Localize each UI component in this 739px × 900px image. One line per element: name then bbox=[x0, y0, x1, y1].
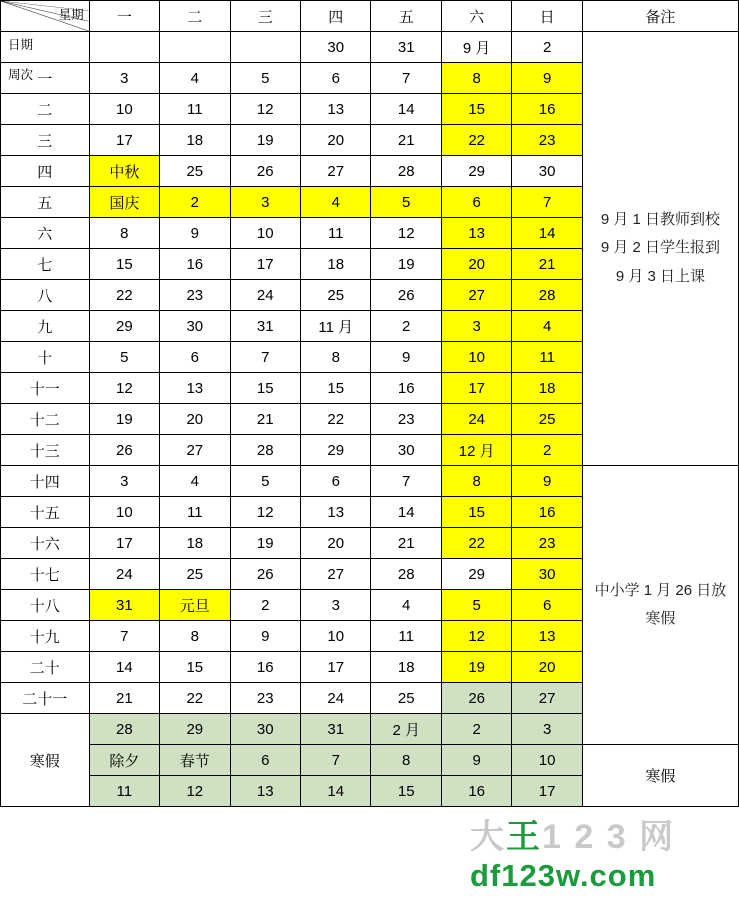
week-number-cell: 九 bbox=[1, 311, 90, 342]
remarks-line: 中小学 1 月 26 日放 bbox=[594, 581, 727, 599]
date-cell: 24 bbox=[441, 404, 511, 435]
date-cell: 2 bbox=[512, 435, 582, 466]
date-cell: 10 bbox=[89, 94, 159, 125]
date-cell: 18 bbox=[301, 249, 371, 280]
header-day-mon: 一 bbox=[89, 1, 159, 32]
date-cell: 19 bbox=[89, 404, 159, 435]
date-cell: 27 bbox=[301, 156, 371, 187]
date-cell: 30 bbox=[160, 311, 230, 342]
date-cell: 14 bbox=[371, 497, 441, 528]
watermark-top-suffix: 1 2 3 网 bbox=[542, 818, 676, 856]
date-cell: 2 月 bbox=[371, 714, 441, 745]
date-cell: 21 bbox=[230, 404, 300, 435]
date-cell: 31 bbox=[89, 590, 159, 621]
date-cell: 9 bbox=[441, 745, 511, 776]
header-day-tue: 二 bbox=[160, 1, 230, 32]
date-cell: 18 bbox=[512, 373, 582, 404]
date-cell: 23 bbox=[230, 683, 300, 714]
date-cell: 4 bbox=[160, 466, 230, 497]
watermark-bottom-line: df123w.com bbox=[470, 858, 657, 893]
remarks-cell bbox=[582, 745, 738, 807]
week-number-cell: 十八 bbox=[1, 590, 90, 621]
date-cell: 25 bbox=[160, 559, 230, 590]
date-cell: 12 bbox=[160, 776, 230, 807]
week-number-cell: 十九 bbox=[1, 621, 90, 652]
date-cell: 6 bbox=[301, 466, 371, 497]
date-cell: 27 bbox=[160, 435, 230, 466]
remarks-line: 9 月 3 日上课 bbox=[615, 267, 706, 285]
date-cell: 2 bbox=[371, 311, 441, 342]
date-cell: 8 bbox=[160, 621, 230, 652]
week-number-cell: 十四 bbox=[1, 466, 90, 497]
date-cell: 25 bbox=[301, 280, 371, 311]
date-cell: 12 bbox=[371, 218, 441, 249]
week-number-cell: 十五 bbox=[1, 497, 90, 528]
header-day-sat: 六 bbox=[441, 1, 511, 32]
date-cell: 5 bbox=[371, 187, 441, 218]
date-cell: 20 bbox=[441, 249, 511, 280]
date-cell: 20 bbox=[512, 652, 582, 683]
date-cell: 11 bbox=[301, 218, 371, 249]
date-cell: 15 bbox=[441, 94, 511, 125]
date-cell: 8 bbox=[301, 342, 371, 373]
date-cell: 23 bbox=[512, 528, 582, 559]
date-cell: 29 bbox=[441, 559, 511, 590]
date-cell: 22 bbox=[89, 280, 159, 311]
date-cell: 20 bbox=[301, 528, 371, 559]
table-row bbox=[1, 745, 739, 776]
week-number-cell: 十二 bbox=[1, 404, 90, 435]
date-cell: 21 bbox=[371, 125, 441, 156]
date-cell: 30 bbox=[371, 435, 441, 466]
date-cell bbox=[89, 32, 159, 63]
date-cell: 国庆 bbox=[89, 187, 159, 218]
date-cell: 15 bbox=[89, 249, 159, 280]
watermark-top-line bbox=[470, 820, 675, 854]
date-cell: 7 bbox=[89, 621, 159, 652]
date-cell: 15 bbox=[230, 373, 300, 404]
date-cell: 12 bbox=[230, 94, 300, 125]
date-cell: 27 bbox=[441, 280, 511, 311]
date-cell: 8 bbox=[441, 466, 511, 497]
watermark bbox=[470, 820, 675, 891]
date-cell: 13 bbox=[160, 373, 230, 404]
date-cell: 8 bbox=[89, 218, 159, 249]
header-row bbox=[1, 1, 739, 32]
header-day-sun: 日 bbox=[512, 1, 582, 32]
date-cell: 14 bbox=[301, 776, 371, 807]
date-cell: 23 bbox=[160, 280, 230, 311]
date-cell: 24 bbox=[301, 683, 371, 714]
date-cell: 20 bbox=[301, 125, 371, 156]
date-cell: 25 bbox=[160, 156, 230, 187]
date-cell: 19 bbox=[230, 125, 300, 156]
date-cell: 5 bbox=[441, 590, 511, 621]
week-number-cell: 六 bbox=[1, 218, 90, 249]
date-cell: 26 bbox=[89, 435, 159, 466]
date-cell: 14 bbox=[89, 652, 159, 683]
date-cell: 22 bbox=[441, 125, 511, 156]
date-cell: 7 bbox=[512, 187, 582, 218]
date-cell: 元旦 bbox=[160, 590, 230, 621]
date-cell: 30 bbox=[230, 714, 300, 745]
date-cell: 5 bbox=[230, 466, 300, 497]
corner-label-weekday: 星期 bbox=[58, 8, 84, 22]
date-cell: 25 bbox=[371, 683, 441, 714]
date-cell: 19 bbox=[371, 249, 441, 280]
date-cell: 21 bbox=[512, 249, 582, 280]
watermark-top-green: 王 bbox=[506, 818, 542, 856]
date-cell: 28 bbox=[512, 280, 582, 311]
date-cell: 20 bbox=[160, 404, 230, 435]
date-cell: 29 bbox=[441, 156, 511, 187]
date-cell: 28 bbox=[371, 156, 441, 187]
date-cell: 29 bbox=[160, 714, 230, 745]
date-cell bbox=[230, 32, 300, 63]
date-cell: 17 bbox=[441, 373, 511, 404]
date-cell: 31 bbox=[230, 311, 300, 342]
remarks-line: 寒假 bbox=[645, 610, 676, 627]
date-cell: 3 bbox=[512, 714, 582, 745]
date-cell: 21 bbox=[371, 528, 441, 559]
date-cell: 11 bbox=[89, 776, 159, 807]
date-cell: 27 bbox=[512, 683, 582, 714]
date-cell: 26 bbox=[371, 280, 441, 311]
week-number-cell: 二十一 bbox=[1, 683, 90, 714]
date-cell: 24 bbox=[230, 280, 300, 311]
date-cell: 10 bbox=[512, 745, 582, 776]
header-day-thu: 四 bbox=[301, 1, 371, 32]
date-cell: 26 bbox=[230, 559, 300, 590]
date-cell: 4 bbox=[301, 187, 371, 218]
date-cell: 19 bbox=[230, 528, 300, 559]
corner-header-cell bbox=[1, 1, 90, 82]
date-cell: 11 bbox=[371, 621, 441, 652]
date-cell: 22 bbox=[160, 683, 230, 714]
date-cell: 13 bbox=[512, 621, 582, 652]
date-cell: 14 bbox=[512, 218, 582, 249]
date-cell: 10 bbox=[301, 621, 371, 652]
date-cell: 23 bbox=[512, 125, 582, 156]
week-number-cell: 十 bbox=[1, 342, 90, 373]
date-cell: 2 bbox=[512, 32, 582, 63]
date-cell: 7 bbox=[371, 466, 441, 497]
date-cell: 5 bbox=[230, 63, 300, 94]
date-cell: 7 bbox=[301, 745, 371, 776]
date-cell: 15 bbox=[160, 652, 230, 683]
week-number-cell: 十三 bbox=[1, 435, 90, 466]
date-cell: 5 bbox=[89, 342, 159, 373]
remarks-line: 9 月 2 日学生报到 bbox=[600, 239, 721, 257]
date-cell: 26 bbox=[230, 156, 300, 187]
date-cell: 11 月 bbox=[301, 311, 371, 342]
date-cell: 30 bbox=[512, 156, 582, 187]
date-cell: 10 bbox=[89, 497, 159, 528]
date-cell: 12 bbox=[89, 373, 159, 404]
date-cell: 12 bbox=[441, 621, 511, 652]
date-cell: 3 bbox=[230, 187, 300, 218]
date-cell: 25 bbox=[512, 404, 582, 435]
date-cell: 8 bbox=[371, 745, 441, 776]
date-cell: 2 bbox=[441, 714, 511, 745]
date-cell: 9 月 bbox=[441, 32, 511, 63]
date-cell: 26 bbox=[441, 683, 511, 714]
date-cell: 6 bbox=[301, 63, 371, 94]
date-cell: 7 bbox=[230, 342, 300, 373]
date-cell: 除夕 bbox=[89, 745, 159, 776]
date-cell: 6 bbox=[230, 745, 300, 776]
date-cell: 13 bbox=[230, 776, 300, 807]
date-cell: 31 bbox=[371, 32, 441, 63]
watermark-top-prefix: 大 bbox=[470, 818, 506, 856]
date-cell: 19 bbox=[441, 652, 511, 683]
remarks-cell bbox=[582, 32, 738, 466]
date-cell: 9 bbox=[512, 466, 582, 497]
date-cell: 17 bbox=[512, 776, 582, 807]
date-cell: 6 bbox=[441, 187, 511, 218]
table-row bbox=[1, 466, 739, 497]
date-cell: 6 bbox=[160, 342, 230, 373]
week-number-cell: 一 bbox=[1, 63, 90, 94]
date-cell: 22 bbox=[441, 528, 511, 559]
date-cell: 14 bbox=[371, 94, 441, 125]
date-cell: 2 bbox=[160, 187, 230, 218]
date-cell: 13 bbox=[301, 94, 371, 125]
date-cell: 4 bbox=[371, 590, 441, 621]
date-cell: 18 bbox=[160, 528, 230, 559]
week-number-cell: 寒假 bbox=[1, 714, 90, 807]
date-cell: 17 bbox=[89, 125, 159, 156]
date-cell: 15 bbox=[301, 373, 371, 404]
date-cell: 9 bbox=[160, 218, 230, 249]
date-cell: 中秋 bbox=[89, 156, 159, 187]
date-cell: 6 bbox=[512, 590, 582, 621]
date-cell: 4 bbox=[512, 311, 582, 342]
date-cell: 28 bbox=[89, 714, 159, 745]
date-cell: 13 bbox=[301, 497, 371, 528]
date-cell: 18 bbox=[371, 652, 441, 683]
header-day-wed: 三 bbox=[230, 1, 300, 32]
date-cell: 22 bbox=[301, 404, 371, 435]
date-cell: 15 bbox=[441, 497, 511, 528]
week-number-cell: 二十 bbox=[1, 652, 90, 683]
week-number-cell: 五 bbox=[1, 187, 90, 218]
date-cell: 16 bbox=[371, 373, 441, 404]
date-cell: 10 bbox=[441, 342, 511, 373]
date-cell: 11 bbox=[160, 94, 230, 125]
table-body bbox=[1, 32, 739, 807]
date-cell: 春节 bbox=[160, 745, 230, 776]
week-number-cell: 二 bbox=[1, 94, 90, 125]
date-cell: 16 bbox=[512, 497, 582, 528]
header-day-fri: 五 bbox=[371, 1, 441, 32]
week-number-cell: 十六 bbox=[1, 528, 90, 559]
week-number-cell: 三 bbox=[1, 125, 90, 156]
date-cell: 30 bbox=[512, 559, 582, 590]
date-cell: 13 bbox=[441, 218, 511, 249]
week-number-cell: 十七 bbox=[1, 559, 90, 590]
week-number-cell: 四 bbox=[1, 156, 90, 187]
header-remarks: 备注 bbox=[582, 1, 738, 32]
week-number-cell: 八 bbox=[1, 280, 90, 311]
date-cell bbox=[160, 32, 230, 63]
date-cell: 12 月 bbox=[441, 435, 511, 466]
date-cell: 23 bbox=[371, 404, 441, 435]
date-cell: 12 bbox=[230, 497, 300, 528]
date-cell: 9 bbox=[371, 342, 441, 373]
date-cell: 21 bbox=[89, 683, 159, 714]
corner-label-date: 日期 bbox=[8, 38, 34, 52]
date-cell: 28 bbox=[371, 559, 441, 590]
date-cell: 27 bbox=[301, 559, 371, 590]
date-cell: 16 bbox=[230, 652, 300, 683]
date-cell: 2 bbox=[230, 590, 300, 621]
date-cell: 4 bbox=[160, 63, 230, 94]
date-cell: 29 bbox=[89, 311, 159, 342]
date-cell: 30 bbox=[301, 32, 371, 63]
date-cell: 8 bbox=[441, 63, 511, 94]
remarks-cell bbox=[582, 466, 738, 745]
table-row bbox=[1, 32, 739, 63]
date-cell: 31 bbox=[301, 714, 371, 745]
week-number-cell: 十一 bbox=[1, 373, 90, 404]
date-cell: 3 bbox=[301, 590, 371, 621]
date-cell: 3 bbox=[89, 466, 159, 497]
date-cell: 29 bbox=[301, 435, 371, 466]
date-cell: 18 bbox=[160, 125, 230, 156]
remarks-line: 寒假 bbox=[645, 768, 676, 785]
date-cell: 17 bbox=[301, 652, 371, 683]
date-cell: 9 bbox=[230, 621, 300, 652]
date-cell: 17 bbox=[89, 528, 159, 559]
date-cell: 7 bbox=[371, 63, 441, 94]
corner-label-weeknumber: 周次 bbox=[8, 68, 34, 82]
date-cell: 17 bbox=[230, 249, 300, 280]
date-cell: 15 bbox=[371, 776, 441, 807]
remarks-line: 9 月 1 日教师到校 bbox=[600, 210, 721, 228]
date-cell: 10 bbox=[230, 218, 300, 249]
date-cell: 16 bbox=[441, 776, 511, 807]
date-cell: 9 bbox=[512, 63, 582, 94]
date-cell: 3 bbox=[89, 63, 159, 94]
date-cell: 3 bbox=[441, 311, 511, 342]
date-cell: 16 bbox=[512, 94, 582, 125]
date-cell: 28 bbox=[230, 435, 300, 466]
date-cell: 24 bbox=[89, 559, 159, 590]
week-number-cell: 七 bbox=[1, 249, 90, 280]
date-cell: 11 bbox=[160, 497, 230, 528]
date-cell: 16 bbox=[160, 249, 230, 280]
date-cell: 11 bbox=[512, 342, 582, 373]
